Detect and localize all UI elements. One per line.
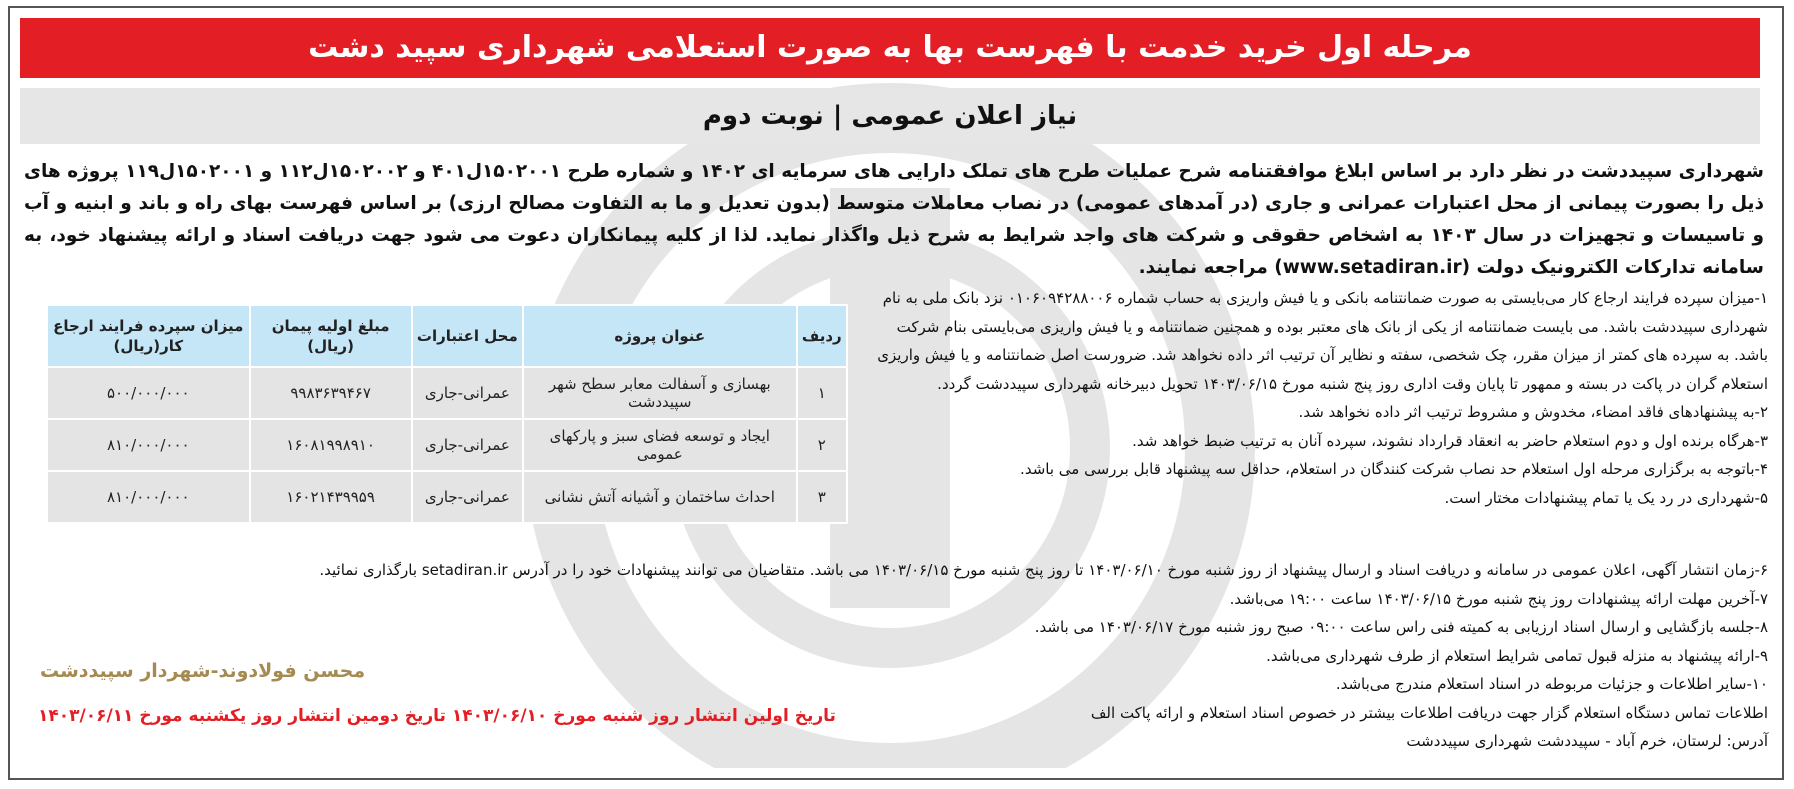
condition-item: ۱-میزان سپرده فرایند ارجاع کار می‌بایستی به صورت ضمانتنامه بانکی و یا فیش واریزی به حساب شماره ۰۱۰۶۰۹۴۲۸۸۰۰۶ نزد بانک ملی به نام شهرداری سپیددشت باشد. می بایست ضمانتنامه از یکی از بانک های معتبر بوده و همچنین ضمانتنامه و یا فیش واریزی می‌بایستی بنام شرکت باشد. به سپرده های کمتر از میزان مقرر، چک شخصی، سفته و نظایر آن ترتیب اثر داده نخواهد شد. ضرورست اصل ضمانتنامه و یا فیش واریزی استعلام گران در پاکت در بسته و ممهور تا پایان وقت اداری روز پنج شنبه مورخ ۱۴۰۳/۰۶/۱۵ تحویل دبیرخانه شهرداری سپیددشت گردد. — [877, 289, 1768, 393]
table-row — [47, 367, 847, 419]
condition-item: ۴-باتوجه به برگزاری مرحله اول استعلام حد نصاب شرکت کنندگان در استعلام، حداقل سه پیشنهاد قابل بررسی می باشد. — [1020, 460, 1768, 478]
condition-item: ۷-آخرین مهلت ارائه پیشنهادات روز پنج شنبه مورخ ۱۴۰۳/۰۶/۱۵ ساعت ۱۹:۰۰ می‌باشد. — [1229, 589, 1768, 608]
cell-project-title: احداث ساختمان و آشیانه آتش نشانی — [523, 471, 796, 523]
condition-item: ۲-به پیشنهادهای فاقد امضاء، مخدوش و مشروط ترتیب اثر داده نخواهد شد. — [1298, 403, 1768, 421]
condition-item: ۶-زمان انتشار آگهی، اعلان عمومی در سامانه و دریافت اسناد و ارسال پیشنهاد از روز شنبه مورخ ۱۴۰۳/۰۶/۱۰ تا روز پنج شنبه مورخ ۱۴۰۳/۰۶/۱۵ می باشد. متقاضیان می توانند پیشنهادات خود را در آدرس setadiran.ir بارگذاری نمائید. — [319, 561, 1768, 579]
intro-paragraph: شهرداری سپیددشت در نظر دارد بر اساس ابلاغ موافقتنامه شرح عملیات طرح های تملک دارایی های سرمایه ای ۱۴۰۲ و شماره طرح ۱۵۰۲۰۰۱ل۴۰۱ و ۱۵۰۲۰۰۲ل۱۱۲ و ۱۵۰۲۰۰۱ل۱۱۹ پروژه های ذیل را بصورت پیمانی از محل اعتبارات عمرانی و جاری (در آمدهای عمومی) در نصاب معاملات متوسط (بدون تعدیل و ما به التفاوت مصالح ارزی) بر اساس فهرست بهای راه و باند و ابنیه و آب و تاسیسات و تجهیزات در سال ۱۴۰۳ به اشخاص حقوقی و شرکت های واجد شرایط به شرح ذیل واگذار نماید. لذا از کلیه پیمانکاران دعوت می شود جهت دریافت اسناد و ارائه پیشنهاد خود، به سامانه تدارکات الکترونیک دولت (www.setadiran.ir) مراجعه نمایند. — [24, 161, 1764, 278]
cell-contract-amount: ۱۶۰۸۱۹۹۸۹۱۰ — [250, 419, 412, 471]
condition-item: ۱۰-سایر اطلاعات و جزئیات مربوطه در اسناد استعلام مندرج می‌باشد. — [1335, 675, 1768, 693]
condition-item: ۳-هرگاه برنده اول و دوم استعلام حاضر به انعقاد قرارداد نشوند، سپرده آنان به ترتیب ضبط خواهد شد. — [1132, 431, 1768, 450]
address-info: آدرس: لرستان، خرم آباد - سپیددشت شهرداری سپیددشت — [1406, 732, 1768, 750]
condition-item: ۸-جلسه بازگشایی و ارسال اسناد ارزیابی به کمیته فنی راس ساعت ۰۹:۰۰ صبح روز شنبه مورخ ۱۴۰۳/۰۶/۱۷ می باشد. — [1034, 618, 1768, 636]
cell-project-title: بهسازی و آسفالت معابر سطح شهر سپیددشت — [523, 367, 796, 419]
cell-funding-source: عمرانی-جاری — [412, 419, 523, 471]
conditions-list — [863, 284, 1768, 512]
cell-row-number: ۱ — [797, 367, 847, 419]
announcement-subtitle: نیاز اعلان عمومی | نوبت دوم — [20, 88, 1760, 144]
notice-frame — [8, 6, 1784, 780]
column-header-funding-source: محل اعتبارات — [412, 305, 523, 367]
announcement-banner: مرحله اول خرید خدمت با فهرست بها به صورت استعلامی شهرداری سپید دشت — [20, 18, 1760, 78]
column-header-project-title: عنوان پروژه — [523, 305, 796, 367]
projects-table — [46, 304, 848, 524]
cell-deposit-amount: ۸۱۰/۰۰۰/۰۰۰ — [47, 419, 250, 471]
table-header-row — [47, 305, 847, 367]
cell-row-number: ۲ — [797, 419, 847, 471]
column-header-deposit-amount: میزان سپرده فرایند ارجاع کار(ریال) — [47, 305, 250, 367]
cell-funding-source: عمرانی-جاری — [412, 367, 523, 419]
cell-contract-amount: ۱۶۰۲۱۴۳۹۹۵۹ — [250, 471, 412, 523]
table-row — [47, 471, 847, 523]
cell-project-title: ایجاد و توسعه فضای سبز و پارکهای عمومی — [523, 419, 796, 471]
cell-deposit-amount: ۸۱۰/۰۰۰/۰۰۰ — [47, 471, 250, 523]
cell-deposit-amount: ۵۰۰/۰۰۰/۰۰۰ — [47, 367, 250, 419]
cell-row-number: ۳ — [797, 471, 847, 523]
publish-dates: تاریخ اولین انتشار روز شنبه مورخ ۱۴۰۳/۰۶/۱۰ تاریخ دومین انتشار روز یکشنبه مورخ ۱۴۰۳/۰۶/۱۱ — [38, 706, 836, 726]
condition-item: ۵-شهرداری در رد یک یا تمام پیشنهادات مختار است. — [1444, 488, 1768, 507]
cell-funding-source: عمرانی-جاری — [412, 471, 523, 523]
condition-item: ۹-ارائه پیشنهاد به منزله قبول تمامی شرایط استعلام از طرف شهرداری می‌باشد. — [1266, 646, 1768, 665]
contact-info: اطلاعات تماس دستگاه استعلام گزار جهت دریافت اطلاعات بیشتر در خصوص اسناد استعلام و ارائه پاکت الف — [1090, 703, 1768, 722]
column-header-contract-amount: مبلغ اولیه پیمان (ریال) — [250, 305, 412, 367]
cell-contract-amount: ۹۹۸۳۶۳۹۴۶۷ — [250, 367, 412, 419]
mayor-signature: محسن فولادوند-شهردار سپیددشت — [40, 660, 366, 682]
column-header-row-number: ردیف — [797, 305, 847, 367]
table-row — [47, 419, 847, 471]
